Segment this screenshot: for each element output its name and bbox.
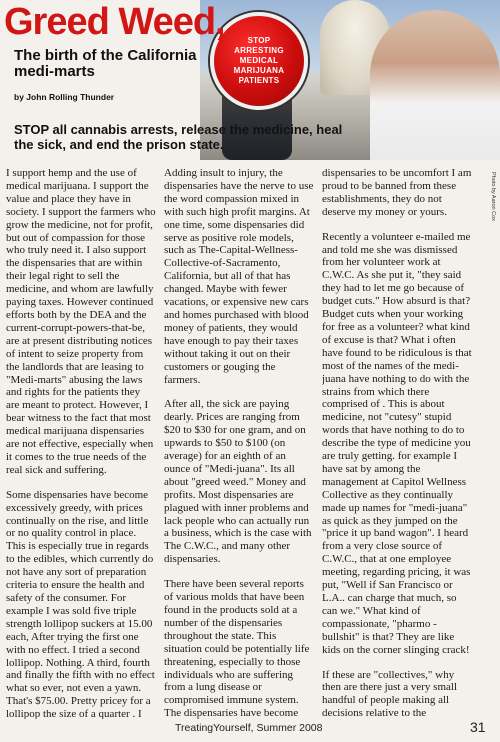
paragraph: Some dispensaries have become excessively greedy, with prices continually on the rise, and little or no quality control in place. This is especially true in regards to the edibles, which currently do not have any sort of preparation criteria to ensure the health and safety of the consumer. For example I was sold five triple strength lollipop suckers at 15.00 each, After trying the first one with no effect. I tried a second lollipop. Nothing. A third, fourth and finally the fifth with no effect what so ever, not even a yawn. That's $75.00. Pretty pricey for a lollipop the size of a quarter . I: [6, 488, 155, 719]
page-number: 31: [470, 719, 486, 735]
article-title: Greed Weed,: [4, 1, 225, 43]
byline: by John Rolling Thunder: [14, 92, 115, 102]
paragraph: There have been several reports of various molds that have been found in the products sold at a number of the dispensaries throughout the state. This situation could be potentially life threatening, especially to those individuals who are suffering from a lung disease or compromised immune system. The dispensaries have become: [164, 578, 310, 719]
page-footer: [0, 718, 500, 742]
column-1: [6, 167, 156, 719]
paragraph: dispensaries to be uncomfort I am proud to be banned from these establishments, they do not deserve my money or yours.: [322, 167, 472, 218]
paragraph: After all, the sick are paying dearly. Prices are ranging from $20 to $30 for one gram, and on upwards to $50 to $100 (on average) for an eighth of an ounce of "Medi-juana". Its all about "greed weed." Money and profits. Most dispensaries are plagued with inner problems and lack people who can actually run a business, which is the case with The C.W.C., and many other dispensaries.: [164, 398, 312, 566]
protest-sign-text: STOP ARRESTING MEDICAL MARIJUANA PATIENTS: [233, 36, 285, 85]
man-portrait: [370, 10, 500, 160]
paragraph: Adding insult to injury, the dispensaries have the nerve to use the word compassion mixed in with such high profit margins. At one time, some dispensaries did serve as positive role models, such as The-Capital-Wellness-Collective-of-Sacramento, California, but all of that has changed. Maybe with fewer vacations, or expensive new cars and homes purchased with blood money of patients, they would have enough to pay their taxes without taking it out on their customers or gouging the farmers.: [164, 167, 314, 386]
lede: STOP all cannabis arrests, release the medicine, heal the sick, and end the prison state.: [14, 122, 343, 152]
column-2: [164, 167, 314, 719]
article-subtitle: The birth of the California medi-marts: [14, 47, 197, 80]
protest-sign: [210, 12, 308, 110]
paragraph: If these are "collectives," why then are there just a very small handful of people making all decisions relative to the: [322, 668, 458, 719]
column-3: [322, 167, 472, 719]
photo-credit: Photo by Aaron Cox: [490, 172, 496, 221]
paragraph: Recently a volunteer e-mailed me and told me she was dismissed from her volunteer work at C.W.C. As she put it, "they said they had to let me go because of budget cuts." How absurd is that? Budget cuts when your working for free as a volunteer? what kind of excuse is that? What i often have found to be ridiculous is that most of the names of the medi-juana have nothing to do with the strains from which there comprised of . This is about medicine, not "cutesy" stupid words that have nothing to do to describe the type of medicine you are truly getting. for example I have sat by among the management at Capitol Wellness Collective as they continually made up names for "medi-juana" as quick as they jumped on the "price it up band wagon". I heard from a very close source of C.W.C., that at one employee meeting, regarding pricing, it was put, "Well if San Francisco or L.A.. can charge that much, so can we." What kind of compassionate, "pharmo - bullshit" is that? They are like kids on the corner slinging crack!: [322, 230, 472, 656]
paragraph: I support hemp and the use of medical marijuana. I support the value and place they have in society. I support the farmers who grow the medicine, not for profit, but out of compassion for those who truly need it. I also support the dispensaries that are within their legal right to sell the medicine, and whom are lawfully paying taxes. However continued efforts both by the DEA and the current-corrupt-powers-that-be, are at present distributing notices of intent to seize property from the landlords that are leasing to "Medi-marts" abusing the laws and rights for the patients they are meant to protect. However, I bear witness to the fact that most medical marijuana dispensaries are not effective, especially when it comes to the true needs of the real sick and suffering.: [6, 167, 156, 476]
publication-name: TreatingYourself, Summer 2008: [175, 722, 323, 734]
